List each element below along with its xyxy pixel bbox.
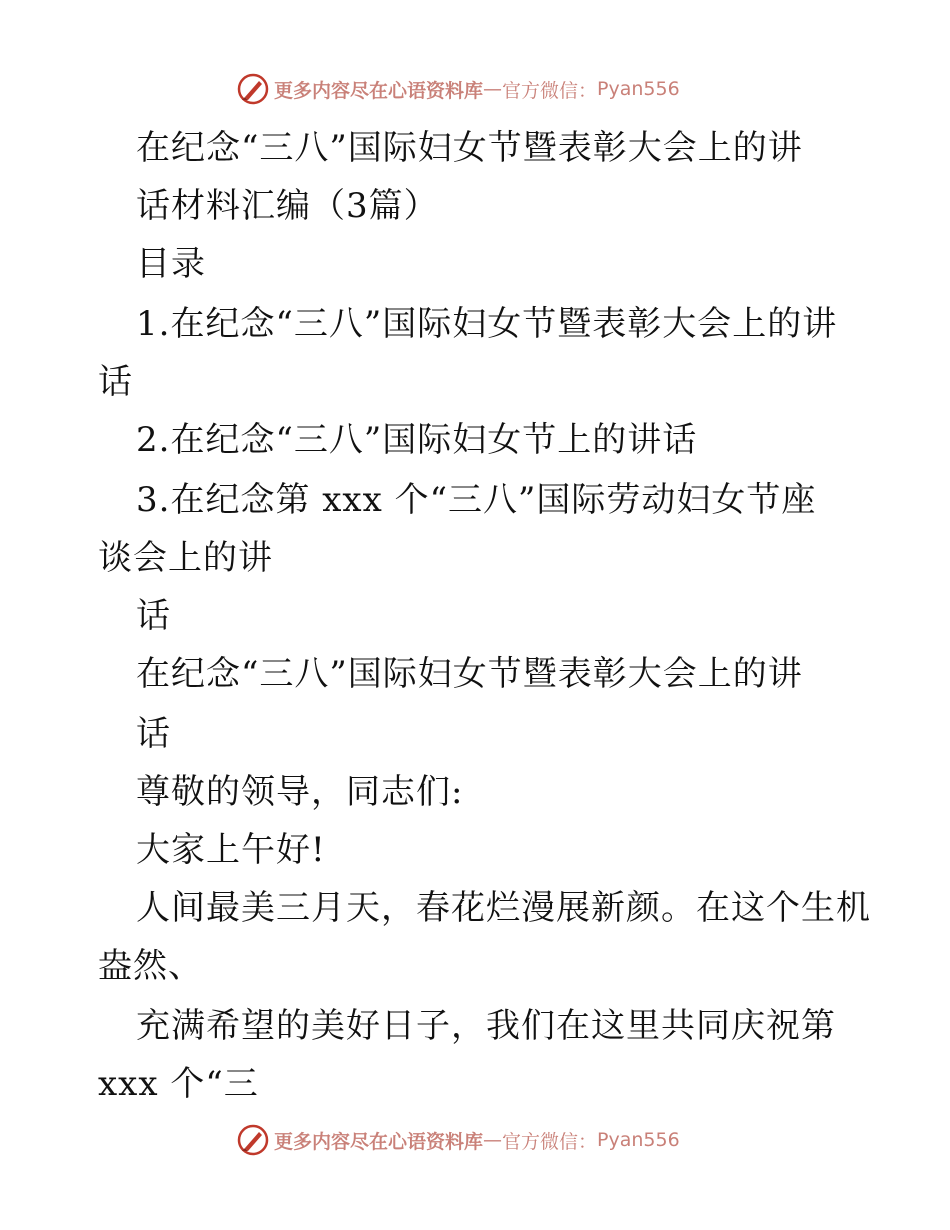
toc-item-1: 1.在纪念“三八”国际妇女节暨表彰大会上的讲 (136, 304, 838, 344)
paragraph-line-2: 盎然、 (98, 946, 203, 986)
toc-item-3: 3.在纪念第 xxx 个“三八”国际劳动妇女节座 (136, 480, 817, 520)
watermark-separator: — (483, 78, 503, 100)
section-title-line-1: 在纪念“三八”国际妇女节暨表彰大会上的讲 (136, 654, 803, 694)
footer-watermark (236, 1123, 680, 1157)
paragraph-line-1: 人间最美三月天，春花烂漫展新颜。在这个生机 (136, 888, 871, 928)
toc-item-3-cont: 谈会上的讲 (98, 538, 273, 578)
watermark-separator: — (483, 1129, 503, 1151)
pen-seal-logo-icon (236, 1123, 270, 1157)
toc-heading: 目录 (136, 244, 206, 284)
section-title-line-2: 话 (136, 714, 171, 754)
toc-item-2: 2.在纪念“三八”国际妇女节上的讲话 (136, 420, 698, 460)
watermark-label: 官方微信： (502, 1130, 598, 1153)
watermark-brand: 更多内容尽在心语资料库 (274, 79, 484, 102)
toc-item-3-cont-2: 话 (136, 596, 171, 636)
watermark-wechat-id: Pyan556 (597, 1129, 680, 1151)
watermark-brand: 更多内容尽在心语资料库 (274, 1130, 484, 1153)
salutation: 尊敬的领导，同志们: (136, 772, 464, 812)
watermark-label: 官方微信： (502, 79, 598, 102)
greeting: 大家上午好! (136, 830, 326, 870)
doc-title-line-2: 话材料汇编（3篇） (136, 186, 439, 226)
paragraph-line-3: 充满希望的美好日子，我们在这里共同庆祝第 (136, 1006, 836, 1046)
toc-item-1-cont: 话 (98, 362, 133, 402)
doc-title-line-1: 在纪念“三八”国际妇女节暨表彰大会上的讲 (136, 128, 803, 168)
watermark-wechat-id: Pyan556 (597, 78, 680, 100)
paragraph-line-4: xxx 个“三 (98, 1064, 259, 1104)
